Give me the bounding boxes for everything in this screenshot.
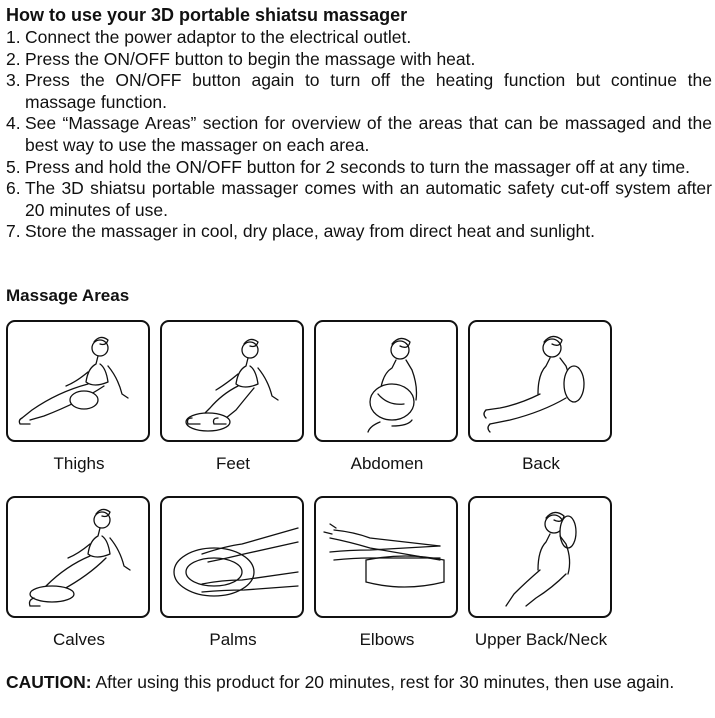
caution-label: CAUTION: bbox=[6, 672, 92, 692]
step-number: 7. bbox=[6, 221, 21, 242]
step-number: 1. bbox=[6, 27, 21, 47]
step-1 bbox=[6, 27, 712, 49]
area-label: Upper Back/Neck bbox=[474, 630, 608, 649]
step-text: Press and hold the ON/OFF button for 2 seconds to turn the massager off at any time. bbox=[25, 156, 691, 177]
area-label: Thighs bbox=[53, 454, 105, 473]
step-text: Press the ON/OFF button again to turn off the heating function but continue the massage function. bbox=[25, 70, 712, 112]
area-label: Feet bbox=[215, 454, 251, 473]
area-upper-back-neck bbox=[468, 496, 614, 662]
area-label: Calves bbox=[53, 630, 105, 649]
step-3 bbox=[6, 70, 712, 113]
step-7 bbox=[6, 221, 712, 243]
step-number: 5. bbox=[6, 156, 21, 177]
area-label: Abdomen bbox=[350, 454, 424, 473]
area-back bbox=[468, 320, 614, 486]
step-number: 3. bbox=[6, 70, 21, 91]
step-text: Store the massager in cool, dry place, away from direct heat and sunlight. bbox=[25, 221, 596, 242]
instructions-title: How to use your 3D portable shiatsu massager bbox=[6, 5, 408, 25]
area-abdomen bbox=[314, 320, 460, 486]
calves-illustration bbox=[6, 496, 150, 618]
area-calves bbox=[6, 496, 152, 662]
elbows-illustration bbox=[314, 496, 458, 618]
step-text: Connect the power adaptor to the electrical outlet. bbox=[25, 27, 412, 47]
abdomen-illustration bbox=[314, 320, 458, 442]
area-thighs bbox=[6, 320, 152, 486]
upper-back-neck-illustration bbox=[468, 496, 612, 618]
back-illustration bbox=[468, 320, 612, 442]
area-label: Back bbox=[522, 454, 560, 473]
massage-areas-grid bbox=[6, 320, 712, 662]
step-number: 6. bbox=[6, 178, 21, 199]
area-elbows bbox=[314, 496, 460, 662]
step-number: 4. bbox=[6, 113, 21, 134]
instruction-steps bbox=[6, 27, 712, 243]
step-text: See “Massage Areas” section for overview of the areas that can be massaged and the best way to use the massager on each area. bbox=[25, 113, 712, 155]
area-feet bbox=[160, 320, 306, 486]
step-5 bbox=[6, 157, 712, 179]
step-text: The 3D shiatsu portable massager comes with an automatic safety cut-off system after 20 minutes of use. bbox=[25, 178, 712, 220]
step-number: 2. bbox=[6, 48, 21, 69]
area-palms bbox=[160, 496, 306, 662]
area-label: Palms bbox=[209, 630, 257, 649]
feet-illustration bbox=[160, 320, 304, 442]
caution-note bbox=[6, 672, 708, 694]
palms-illustration bbox=[160, 496, 304, 618]
step-4 bbox=[6, 113, 712, 156]
area-label: Elbows bbox=[359, 630, 415, 649]
step-text: Press the ON/OFF button to begin the massage with heat. bbox=[25, 48, 476, 69]
massage-areas-heading: Massage Areas bbox=[6, 286, 130, 305]
step-2 bbox=[6, 49, 712, 71]
step-6 bbox=[6, 178, 712, 221]
thighs-illustration bbox=[6, 320, 150, 442]
caution-text: After using this product for 20 minutes, rest for 30 minutes, then use again. bbox=[91, 672, 675, 692]
